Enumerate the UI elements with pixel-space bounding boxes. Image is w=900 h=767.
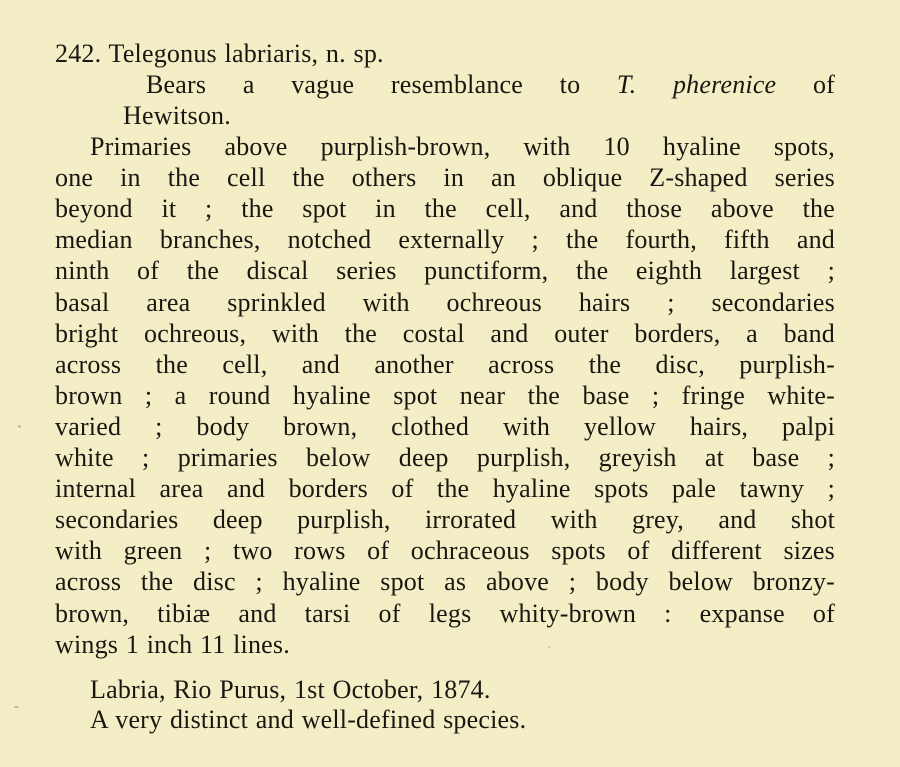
species-heading: [55, 38, 384, 69]
description-line: across the disc ; hyaline spot as above ; body below bronzy-: [55, 567, 835, 597]
description-line: internal area and borders of the hyaline spots pale tawny ;: [55, 474, 835, 504]
resemblance-suffix: of: [776, 70, 835, 99]
description-line: wings 1 inch 11 lines.: [55, 629, 290, 659]
description-line: median branches, notched externally ; the fourth, fifth and: [55, 225, 835, 255]
description-line: secondaries deep purplish, irrorated with grey, and shot: [55, 505, 835, 535]
description-line: white ; primaries below deep purplish, greyish at base ;: [55, 443, 835, 472]
resemblance-prefix: Bears a vague resemblance to: [146, 70, 617, 99]
description-line: brown ; a round hyaline spot near the base ; fringe white-: [55, 380, 835, 410]
page-speck: [548, 646, 550, 648]
remark-line: A very distinct and well-defined species.: [90, 705, 527, 734]
description-line: one in the cell the others in an oblique Z-shaped series: [55, 163, 835, 193]
description-line: beyond it ; the spot in the cell, and those above the: [55, 194, 835, 224]
page-speck: [14, 706, 19, 708]
resemblance-continuation: Hewitson.: [123, 101, 231, 130]
resemblance-line: [146, 69, 835, 100]
description-line: basal area sprinkled with ochreous hairs ; secondaries: [55, 287, 835, 317]
description-line: Primaries above purplish-brown, with 10 hyaline spots,: [90, 132, 835, 161]
species-title: Telegonus labriaris, n. sp.: [108, 39, 384, 68]
description-line: across the cell, and another across the disc, purplish-: [55, 349, 835, 379]
description-line: with green ; two rows of ochraceous spots of different sizes: [55, 536, 835, 566]
page-speck: [18, 425, 21, 428]
description-line: ninth of the discal series punctiform, the eighth largest ;: [55, 256, 835, 286]
compared-taxon: T. pherenice: [616, 70, 777, 99]
description-line: brown, tibiæ and tarsi of legs whity-brown : expanse of: [55, 598, 835, 628]
description-line: bright ochreous, with the costal and outer borders, a band: [55, 318, 835, 348]
species-number: 242.: [55, 39, 102, 68]
description-line: varied ; body brown, clothed with yellow hairs, palpi: [55, 411, 835, 441]
locality-line: Labria, Rio Purus, 1st October, 1874.: [90, 675, 491, 704]
